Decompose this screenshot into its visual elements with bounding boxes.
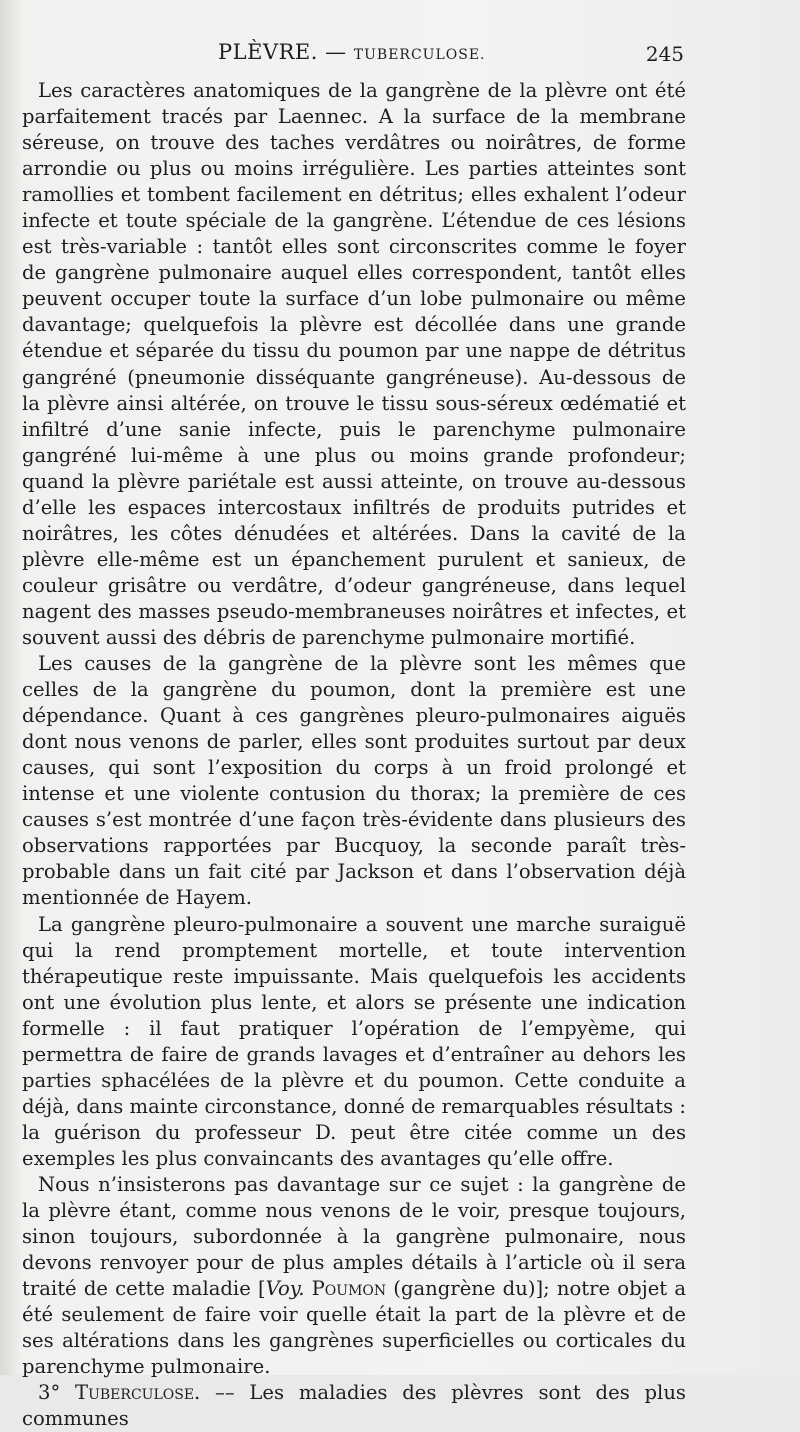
reference-poumon: Poumon: [311, 1277, 387, 1301]
reference-text-before: Nous n’insisterons pas davantage sur ce sujet : la gangrène de la plèvre étant, comme nous venons de le voir, presque toujours, sinon toujours, subordonnée à la gangrène pulmonaire, nous devons renvoyer pour de plus amples détails à l’article où il sera traité de cette maladie [: [22, 1172, 686, 1301]
section-text: –– Les maladies des plèvres sont des plus communes: [22, 1381, 686, 1431]
running-head: [218, 40, 486, 64]
page-header: [0, 40, 800, 70]
running-head-subtitle: TUBERCULOSE.: [353, 47, 486, 63]
page-number: 245: [645, 42, 684, 66]
paragraph-reference: [22, 1172, 686, 1380]
paragraph-causes: Les causes de la gangrène de la plèvre sont les mêmes que celles de la gangrène du poumon, dont la première est une dépendance. Quant à ces gangrènes pleuro-pulmonaires aiguës dont nous venons de parler, elles sont produites surtout par deux causes, qui sont l’exposition du corps à un froid prolongé et intense et une violente contusion du thorax; la première de ces causes s’est montrée d’une façon très-évidente dans plusieurs des observations rapportées par Bucquoy, la seconde paraît très-probable dans un fait cité par Jackson et dans l’observation déjà mentionnée de Hayem.: [22, 652, 686, 910]
reference-text-after: (gangrène du)]; notre objet a été seulement de faire voir quelle était la part de la plèvre et de ses altérations dans les gangrènes superficielles ou corticales du parenchyme pulmonaire.: [22, 1277, 686, 1379]
running-head-dash: —: [325, 40, 347, 64]
section-number: 3°: [38, 1381, 61, 1405]
paragraph-tuberculose: [22, 1380, 686, 1432]
reference-voy: Voy.: [265, 1277, 305, 1301]
paragraph-treatment: La gangrène pleuro-pulmonaire a souvent une marche suraiguë qui la rend promptement mortelle, et toute intervention thérapeutique reste impuissante. Mais quelquefois les accidents ont une évolution plus lente, et alors se présente une indication formelle : il faut pratiquer l’opération de l’empyème, qui permettra de faire de grands lavages et d’entraîner au dehors les parties sphacélées de la plèvre et du poumon. Cette conduite a déjà, dans mainte circonstance, donné de remarquables résultats : la guérison du professeur D. peut être citée comme un des exemples les plus convaincants des avantages qu’elle offre.: [22, 912, 686, 1170]
paragraph-anatomy: Les caractères anatomiques de la gangrène de la plèvre ont été parfaitement tracés par Laennec. A la surface de la membrane séreuse, on trouve des taches verdâtres ou noirâtres, de forme arrondie ou plus ou moins irrégulière. Les parties atteintes sont ramollies et tombent facilement en détritus; elles exhalent l’odeur infecte et toute spéciale de la gangrène. L’étendue de ces lésions est très-variable : tantôt elles sont circonscrites comme le foyer de gangrène pulmonaire auquel elles correspondent, tantôt elles peuvent occuper toute la surface d’un lobe pulmonaire ou même davantage; quelquefois la plèvre est décollée dans une grande étendue et séparée du tissu du poumon par une nappe de détritus gangréné (pneumonie disséquante gangréneuse). Au-dessous de la plèvre ainsi altérée, on trouve le tissu sous-séreux œdématié et infiltré d’une sanie infecte, puis le parenchyme pulmonaire gangréné lui-même à une plus ou moins grande profondeur; quand la plèvre pariétale est aussi atteinte, on trouve au-dessous d’elle les espaces intercostaux infiltrés de produits putrides et noirâtres, les côtes dénudées et altérées. Dans la cavité de la plèvre elle-même est un épanchement purulent et sanieux, de couleur grisâtre ou verdâtre, d’odeur gangréneuse, dans lequel nagent des masses pseudo-membraneuses noirâtres et infectes, et souvent aussi des débris de parenchyme pulmonaire mortifié.: [22, 79, 686, 649]
text-body: [22, 78, 686, 1432]
running-head-title: PLÈVRE.: [218, 40, 318, 64]
section-heading: Tuberculose.: [75, 1381, 201, 1405]
